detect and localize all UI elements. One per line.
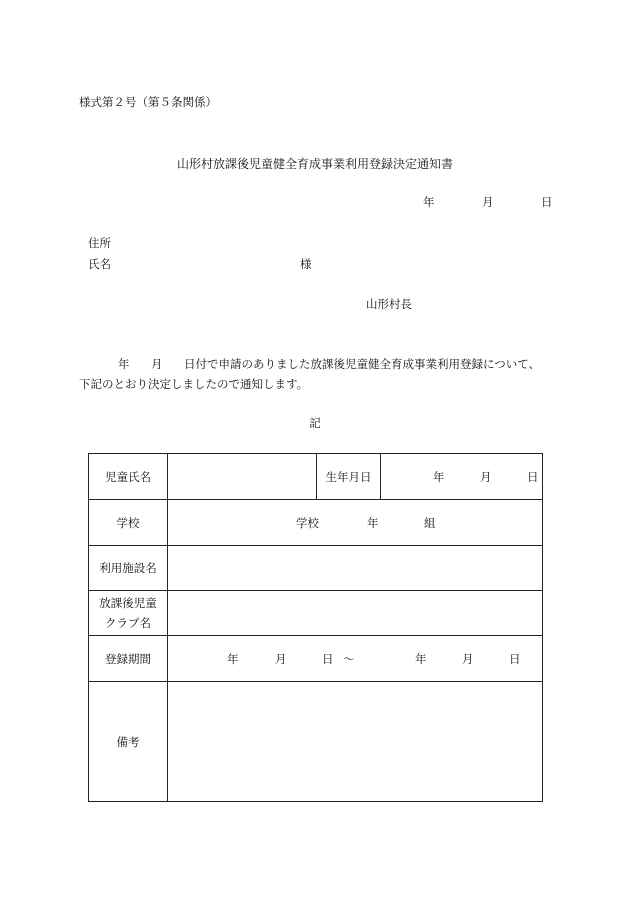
issue-date-month: 月 (482, 195, 494, 209)
club-label-line-2: クラブ名 (105, 616, 151, 630)
birth-date-value (381, 454, 543, 500)
school-value (168, 500, 543, 546)
remarks-value (168, 682, 543, 802)
club-value (168, 591, 543, 636)
period-label: 登録期間 (89, 636, 168, 682)
school-suffix: 学校 (296, 515, 319, 530)
address-label: 住所 (88, 236, 111, 250)
end-month: 月 (462, 651, 474, 666)
end-year: 年 (415, 651, 427, 666)
facility-value (168, 546, 543, 591)
row-child-name (89, 454, 543, 500)
body-month: 月 (151, 357, 163, 371)
row-facility (89, 546, 543, 591)
start-year: 年 (227, 651, 239, 666)
start-day: 日 (322, 651, 334, 666)
end-day: 日 (509, 651, 521, 666)
club-label (89, 591, 168, 636)
form-number: 様式第２号（第５条関係） (79, 95, 217, 109)
birth-year: 年 (433, 469, 445, 484)
remarks-label: 備考 (89, 682, 168, 802)
birth-month: 月 (480, 469, 492, 484)
issue-date-day: 日 (541, 195, 553, 209)
birth-day: 日 (527, 469, 539, 484)
club-label-line-1: 放課後児童 (99, 596, 157, 610)
body-year: 年 (118, 357, 130, 371)
start-month: 月 (275, 651, 287, 666)
document-title: 山形村放課後児童健全育成事業利用登録決定通知書 (176, 157, 453, 171)
ki-heading: 記 (309, 416, 321, 430)
period-tilde: ～ (343, 651, 355, 666)
issuer: 山形村長 (366, 297, 412, 311)
child-name-label: 児童氏名 (89, 454, 168, 500)
facility-label: 利用施設名 (89, 546, 168, 591)
school-label: 学校 (89, 500, 168, 546)
issue-date-year: 年 (423, 195, 435, 209)
body-day-text: 日付で申請のありました放課後児童健全育成事業利用登録について、 (184, 357, 541, 371)
birth-date-label: 生年月日 (317, 454, 381, 500)
body-line-2: 下記のとおり決定しましたので通知します。 (79, 377, 309, 391)
row-period (89, 636, 543, 682)
row-remarks (89, 682, 543, 802)
child-name-value (168, 454, 317, 500)
school-grade: 年 (367, 515, 379, 530)
school-class: 組 (424, 515, 436, 530)
honorific: 様 (300, 257, 312, 271)
row-club (89, 591, 543, 636)
period-value (168, 636, 543, 682)
registration-table (88, 453, 543, 802)
row-school (89, 500, 543, 546)
name-label: 氏名 (88, 257, 111, 271)
